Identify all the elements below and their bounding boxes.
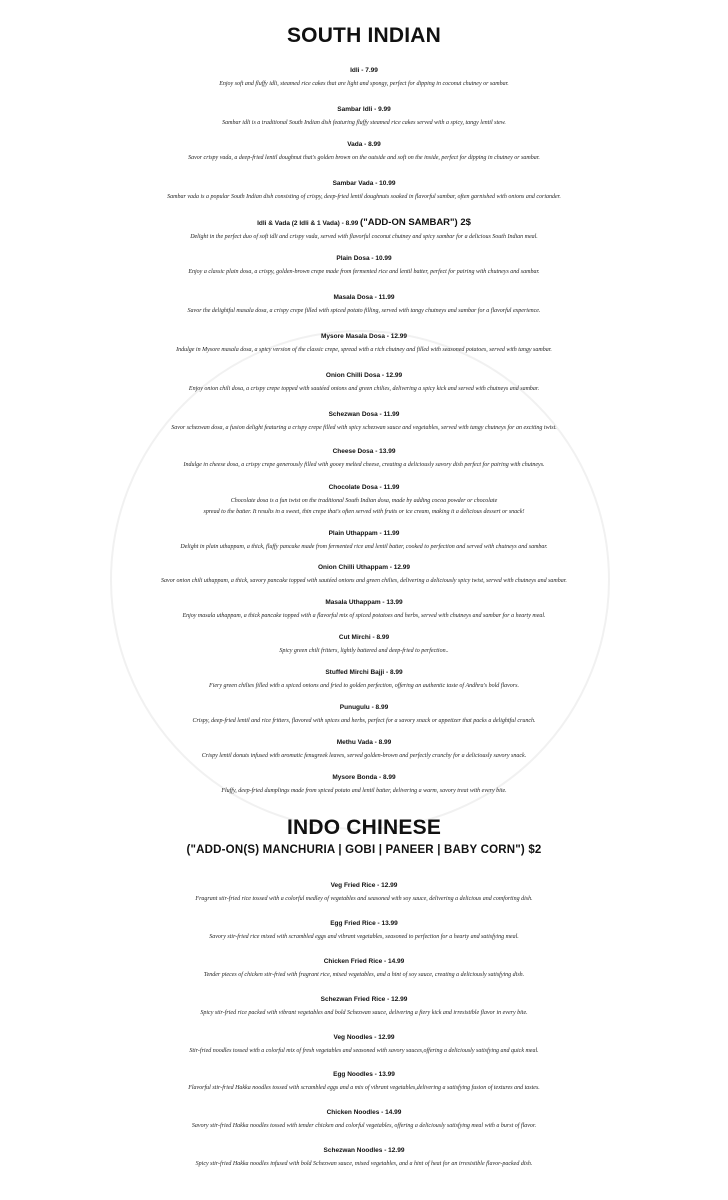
section-title-indo-chinese: INDO CHINESE [286,816,442,839]
menu-item-stuffed-mirchi-bajji [0,664,728,692]
item-name: Onion Chilli Uthappam - 12.99 [317,564,411,571]
item-name: Chicken Noodles - 14.99 [326,1109,402,1116]
menu-item-idli-vada [0,214,728,243]
menu-item-sambar-idli [0,101,728,129]
item-name: Egg Fried Rice - 13.99 [330,920,398,927]
item-description: Stir-fried noodles tossed with a colorful mix of fresh vegetables and seasoned with savory sauces,offering a deliciously satisfying and quick meal. [189,1048,539,1054]
item-description: Tender pieces of chicken stir-fried with fragrant rice, mixed vegetables, and a hint of soy sauce, creating a deliciously satisfying dish. [203,972,525,978]
menu-item-vada [0,136,728,164]
item-description: Enjoy soft and fluffy idli, steamed rice cakes that are light and spongy, perfect for dipping in coconut chutney or sambar. [219,81,509,87]
menu-item-schezwan-dosa [0,406,728,434]
menu-item-chocolate-dosa [0,479,728,518]
item-name: Schezwan Fried Rice - 12.99 [320,996,408,1003]
item-description: Savor crispy vada, a deep-fried lentil doughnut that's golden brown on the outside and soft on the inside, perfect for dipping in chutney or sambar. [188,155,540,161]
item-name: Veg Noodles - 12.99 [333,1034,395,1041]
menu-item-mysore-bonda [0,769,728,797]
item-name: Vada - 8.99 [347,141,381,148]
item-description: Sambar vada is a popular South Indian dish consisting of crispy, deep-fried lentil doughnuts soaked in flavorful sambar, often garnished with onions and coriander. [167,194,561,200]
menu-item-idli [0,62,728,90]
item-name: Plain Uthappam - 11.99 [328,530,400,537]
item-description: Sambar idli is a traditional South Indian dish featuring fluffy steamed rice cakes served with a spicy, tangy lentil stew. [222,120,506,126]
item-name [0,214,728,232]
item-description: Chocolate dosa is a fun twist on the traditional South Indian dosa, made by adding cocoa powder or chocolate [230,498,498,504]
menu-item-schezwan-noodles [0,1142,728,1170]
item-description: Spicy stir-fried Hakka noodles infused with bold Schezwan sauce, mixed vegetables, and a hint of heat for an irresistible flavor-packed dish. [195,1161,533,1167]
menu-item-egg-noodles [0,1066,728,1094]
menu-item-masala-dosa [0,289,728,317]
menu-item-mysore-masala-dosa [0,328,728,356]
item-description: Crispy, deep-fried lentil and rice fritters, flavored with spices and herbs, perfect for a savory snack or appetizer that packs a delightful crunch. [192,718,536,724]
item-name: Sambar Idli - 9.99 [337,106,391,113]
menu-item-onion-chilli-uthappam [0,559,728,587]
item-description: Fragrant stir-fried rice tossed with a colorful medley of vegetables and seasoned with soy sauce, delivering a delicious and comforting dish. [195,896,533,902]
menu-item-masala-uthappam [0,594,728,622]
item-name-text: Idli & Vada (2 Idli & 1 Vada) - 8.99 [257,220,359,227]
item-description: Delight in plain uthappam, a thick, fluffy pancake made from fermented rice and lentil batter, cooked to perfection and served with chutneys and sambar. [180,544,548,550]
item-name: Cheese Dosa - 13.99 [332,448,396,455]
item-name: Masala Uthappam - 13.99 [325,599,403,606]
menu-item-chicken-noodles [0,1104,728,1132]
item-name: Plain Dosa - 10.99 [336,255,392,262]
menu-item-chicken-fried-rice [0,953,728,981]
item-name: Stuffed Mirchi Bajji - 8.99 [325,669,403,676]
item-description: Crispy lentil donuts infused with aromatic fenugreek leaves, served golden-brown and perfectly crunchy for a deliciously savory snack. [201,753,527,759]
item-description: Enjoy masala uthappam, a thick pancake topped with a flavorful mix of spiced potatoes and herbs, served with chutneys and sambar for a hearty meal. [182,613,546,619]
item-description: Savory stir-fried rice mixed with scrambled eggs and vibrant vegetables, seasoned to perfection for a hearty and satisfying meal. [209,934,519,940]
item-description: Savor onion chili uthappam, a thick, savory pancake topped with sautéed onions and green chilies, delivering a deliciously spicy twist, served with chutneys and sambar. [161,578,567,584]
item-name: Masala Dosa - 11.99 [333,294,395,301]
menu-item-veg-fried-rice [0,877,728,905]
menu-item-sambar-vada [0,175,728,203]
menu-item-veg-noodles [0,1029,728,1057]
item-name: Mysore Masala Dosa - 12.99 [321,333,407,340]
menu-item-cut-mirchi [0,629,728,657]
item-description: Savor schezwan dosa, a fusion delight featuring a crispy crepe filled with spicy schezwan sauce and vegetables, served with tangy chutneys for an exciting twist. [171,425,557,431]
item-description-line-2: spread to the batter. It results in a sweet, thin crepe that's often served with fruits or ice cream, making it a delicious dessert or snack! [203,509,525,515]
item-name: Punugulu - 8.99 [339,704,389,711]
item-name: Mysore Bonda - 8.99 [332,774,396,781]
item-name: Veg Fried Rice - 12.99 [330,882,398,889]
item-description: Indulge in cheese dosa, a crispy crepe generously filled with gooey melted cheese, creating a deliciously savory dish perfect for pairing with chutneys. [183,462,545,468]
item-name: Schezwan Noodles - 12.99 [323,1147,405,1154]
item-name: Idli - 7.99 [350,67,378,74]
item-description: Spicy green chili fritters, lightly battered and deep-fried to perfection.. [279,648,449,654]
menu-item-egg-fried-rice [0,915,728,943]
item-name: Cut Mirchi - 8.99 [338,634,390,641]
menu-item-punugulu [0,699,728,727]
item-description: Fiery green chilies filled with a spiced onions and fried to golden perfection, offering an authentic taste of Andhra's bold flavors. [209,683,519,689]
item-addon: ("ADD-ON SAMBAR") 2$ [360,217,471,228]
item-name: Methu Vada - 8.99 [336,739,392,746]
item-description: Delight in the perfect duo of soft idli and crispy vada, served with flavorful coconut chutney and spicy sambar for a delicious South Indian meal. [190,234,538,240]
item-description: Fluffy, deep-fried dumplings made from spiced potato and lentil batter, delivering a warm, savory treat with every bite. [221,788,507,794]
menu-item-schezwan-fried-rice [0,991,728,1019]
item-name: Sambar Vada - 10.99 [332,180,396,187]
menu-item-onion-chilli-dosa [0,367,728,395]
item-description: Savory stir-fried Hakka noodles tossed with tender chicken and colorful vegetables, offering a deliciously satisfying meal with a burst of flavor. [191,1123,537,1129]
item-name: Egg Noodles - 13.99 [333,1071,395,1078]
menu-item-plain-dosa [0,250,728,278]
menu-item-cheese-dosa [0,443,728,471]
item-description: Savor the delightful masala dosa, a crispy crepe filled with spiced potato filling, served with tangy chutneys and sambar for a flavorful experience. [187,308,541,314]
item-name: Onion Chilli Dosa - 12.99 [325,372,403,379]
item-description: Flavorful stir-fried Hakka noodles tossed with scrambled eggs and a mix of vibrant vegetables,delivering a satisfying fusion of textures and tastes. [188,1085,540,1091]
item-description: Enjoy onion chili dosa, a crispy crepe topped with sautéed onions and green chilies, delivering a spicy kick and served with chutneys and sambar. [188,386,540,392]
item-description: Enjoy a classic plain dosa, a crispy, golden-brown crepe made from fermented rice and lentil batter, perfect for pairing with chutneys and sambar. [188,269,540,275]
section-title-south-indian: SOUTH INDIAN [286,24,442,47]
item-name: Schezwan Dosa - 11.99 [328,411,400,418]
item-name: Chocolate Dosa - 11.99 [328,484,400,491]
section-addon-note: ("ADD-ON(S) MANCHURIA | GOBI | PANEER | BABY CORN") $2 [186,844,542,856]
menu-item-plain-uthappam [0,525,728,553]
item-description: Spicy stir-fried rice packed with vibrant vegetables and bold Schezwan sauce, delivering a fiery kick and irresistible flavor in every bite. [200,1010,528,1016]
menu-item-methu-vada [0,734,728,762]
item-description: Indulge in Mysore masala dosa, a spicy version of the classic crepe, spread with a rich chutney and filled with seasoned potatoes, served with tangy sambar. [176,347,552,353]
item-name: Chicken Fried Rice - 14.99 [323,958,405,965]
